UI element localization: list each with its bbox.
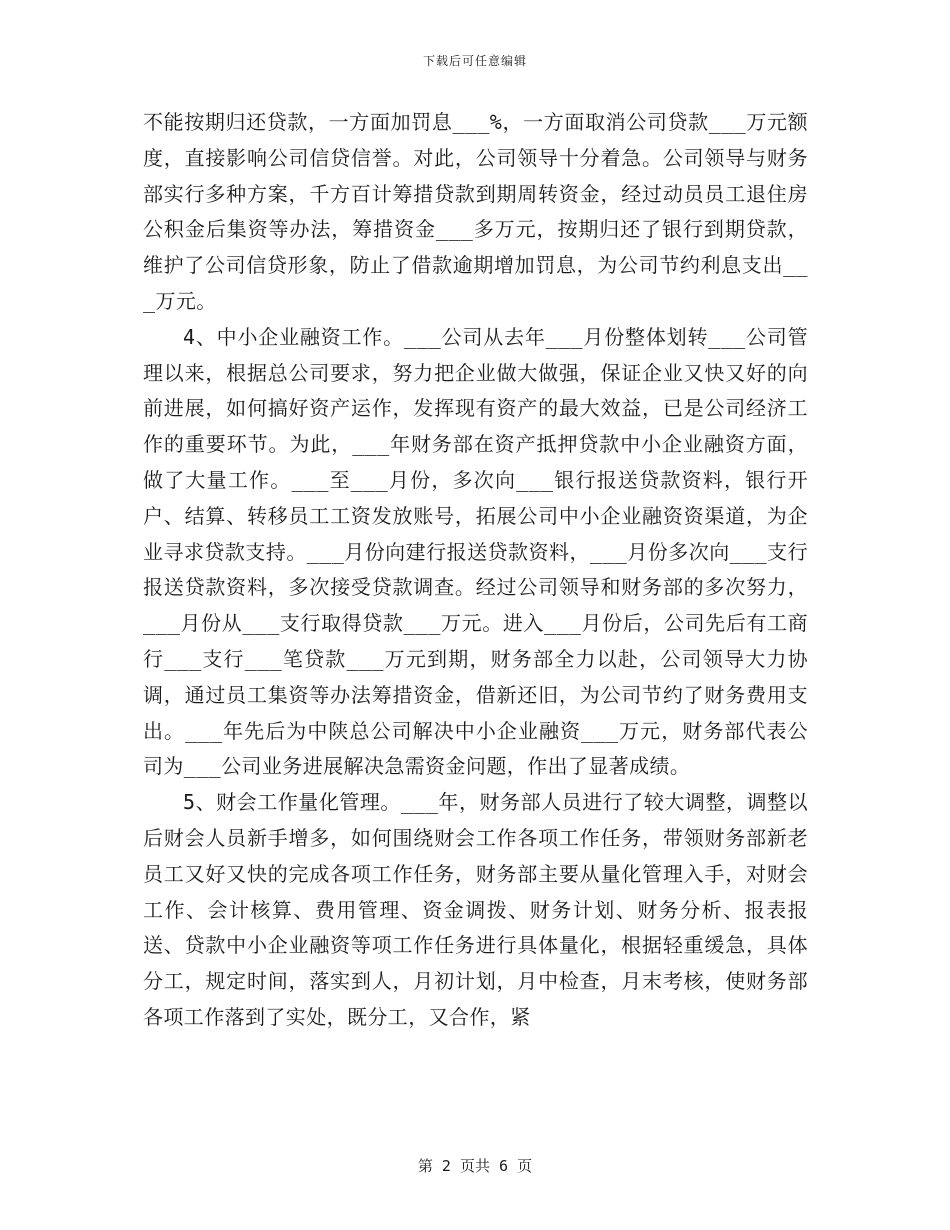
paragraph-sme-financing: 4、中小企业融资工作。___公司从去年___月份整体划转___公司管理以来，根据总公司要求，努力把企业做大做强，保证企业又快又好的向前进展，如何搞好资产运作，发挥现有资产的最大效益，已是公司经济工作的重要环节。为此，___年财务部在资产抵押贷款中小企业融资方面，做了大量工作。___至___月份，多次向___银行报送贷款资料，银行开户、结算、转移员工工资发放账号，拓展公司中小企业融资资渠道，为企业寻求贷款支持。___月份向建行报送贷款资料，___月份多次向___支行报送贷款资料，多次接受贷款调查。经过公司领导和财务部的多次努力，___月份从___支行取得贷款___万元。进入___月份后，公司先后有工商行___支行___笔贷款___万元到期，财务部全力以赴，公司领导大力协调，通过员工集资等办法筹措资金，借新还旧，为公司节约了财务费用支出。___年先后为中陕总公司解决中小企业融资___万元，财务部代表公司为___公司业务进展解决急需资金问题，作出了显著成绩。 [143, 324, 808, 779]
document-body [143, 105, 808, 1036]
paragraph-quantified-management: 5、财会工作量化管理。___年，财务部人员进行了较大调整，调整以后财会人员新手增多，如何围绕财会工作各项工作任务，带领财务部新老员工又好又快的完成各项工作任务，财务部主要从量化管理入手，对财会工作、会计核算、费用管理、资金调拨、财务计划、财务分析、报表报送、贷款中小企业融资等项工作任务进行具体量化，根据轻重缓急，具体分工，规定时间，落实到人，月初计划，月中检查，月末考核，使财务部各项工作落到了实处，既分工，又合作，紧 [143, 790, 808, 1029]
page-footer: 第 2 页共 6 页 [417, 1157, 533, 1175]
paragraph-continuation: 不能按期归还贷款，一方面加罚息___%，一方面取消公司贷款___万元额度，直接影响公司信贷信誉。对此，公司领导十分着急。公司领导与财务部实行多种方案，千方百计筹措贷款到期周转资金，经过动员员工退住房公积金后集资等办法，筹措资金___多万元，按期归还了银行到期贷款，维护了公司信贷形象，防止了借款逾期增加罚息，为公司节约利息支出___万元。 [143, 110, 808, 313]
page-header: 下载后可任意编辑 [422, 54, 527, 68]
